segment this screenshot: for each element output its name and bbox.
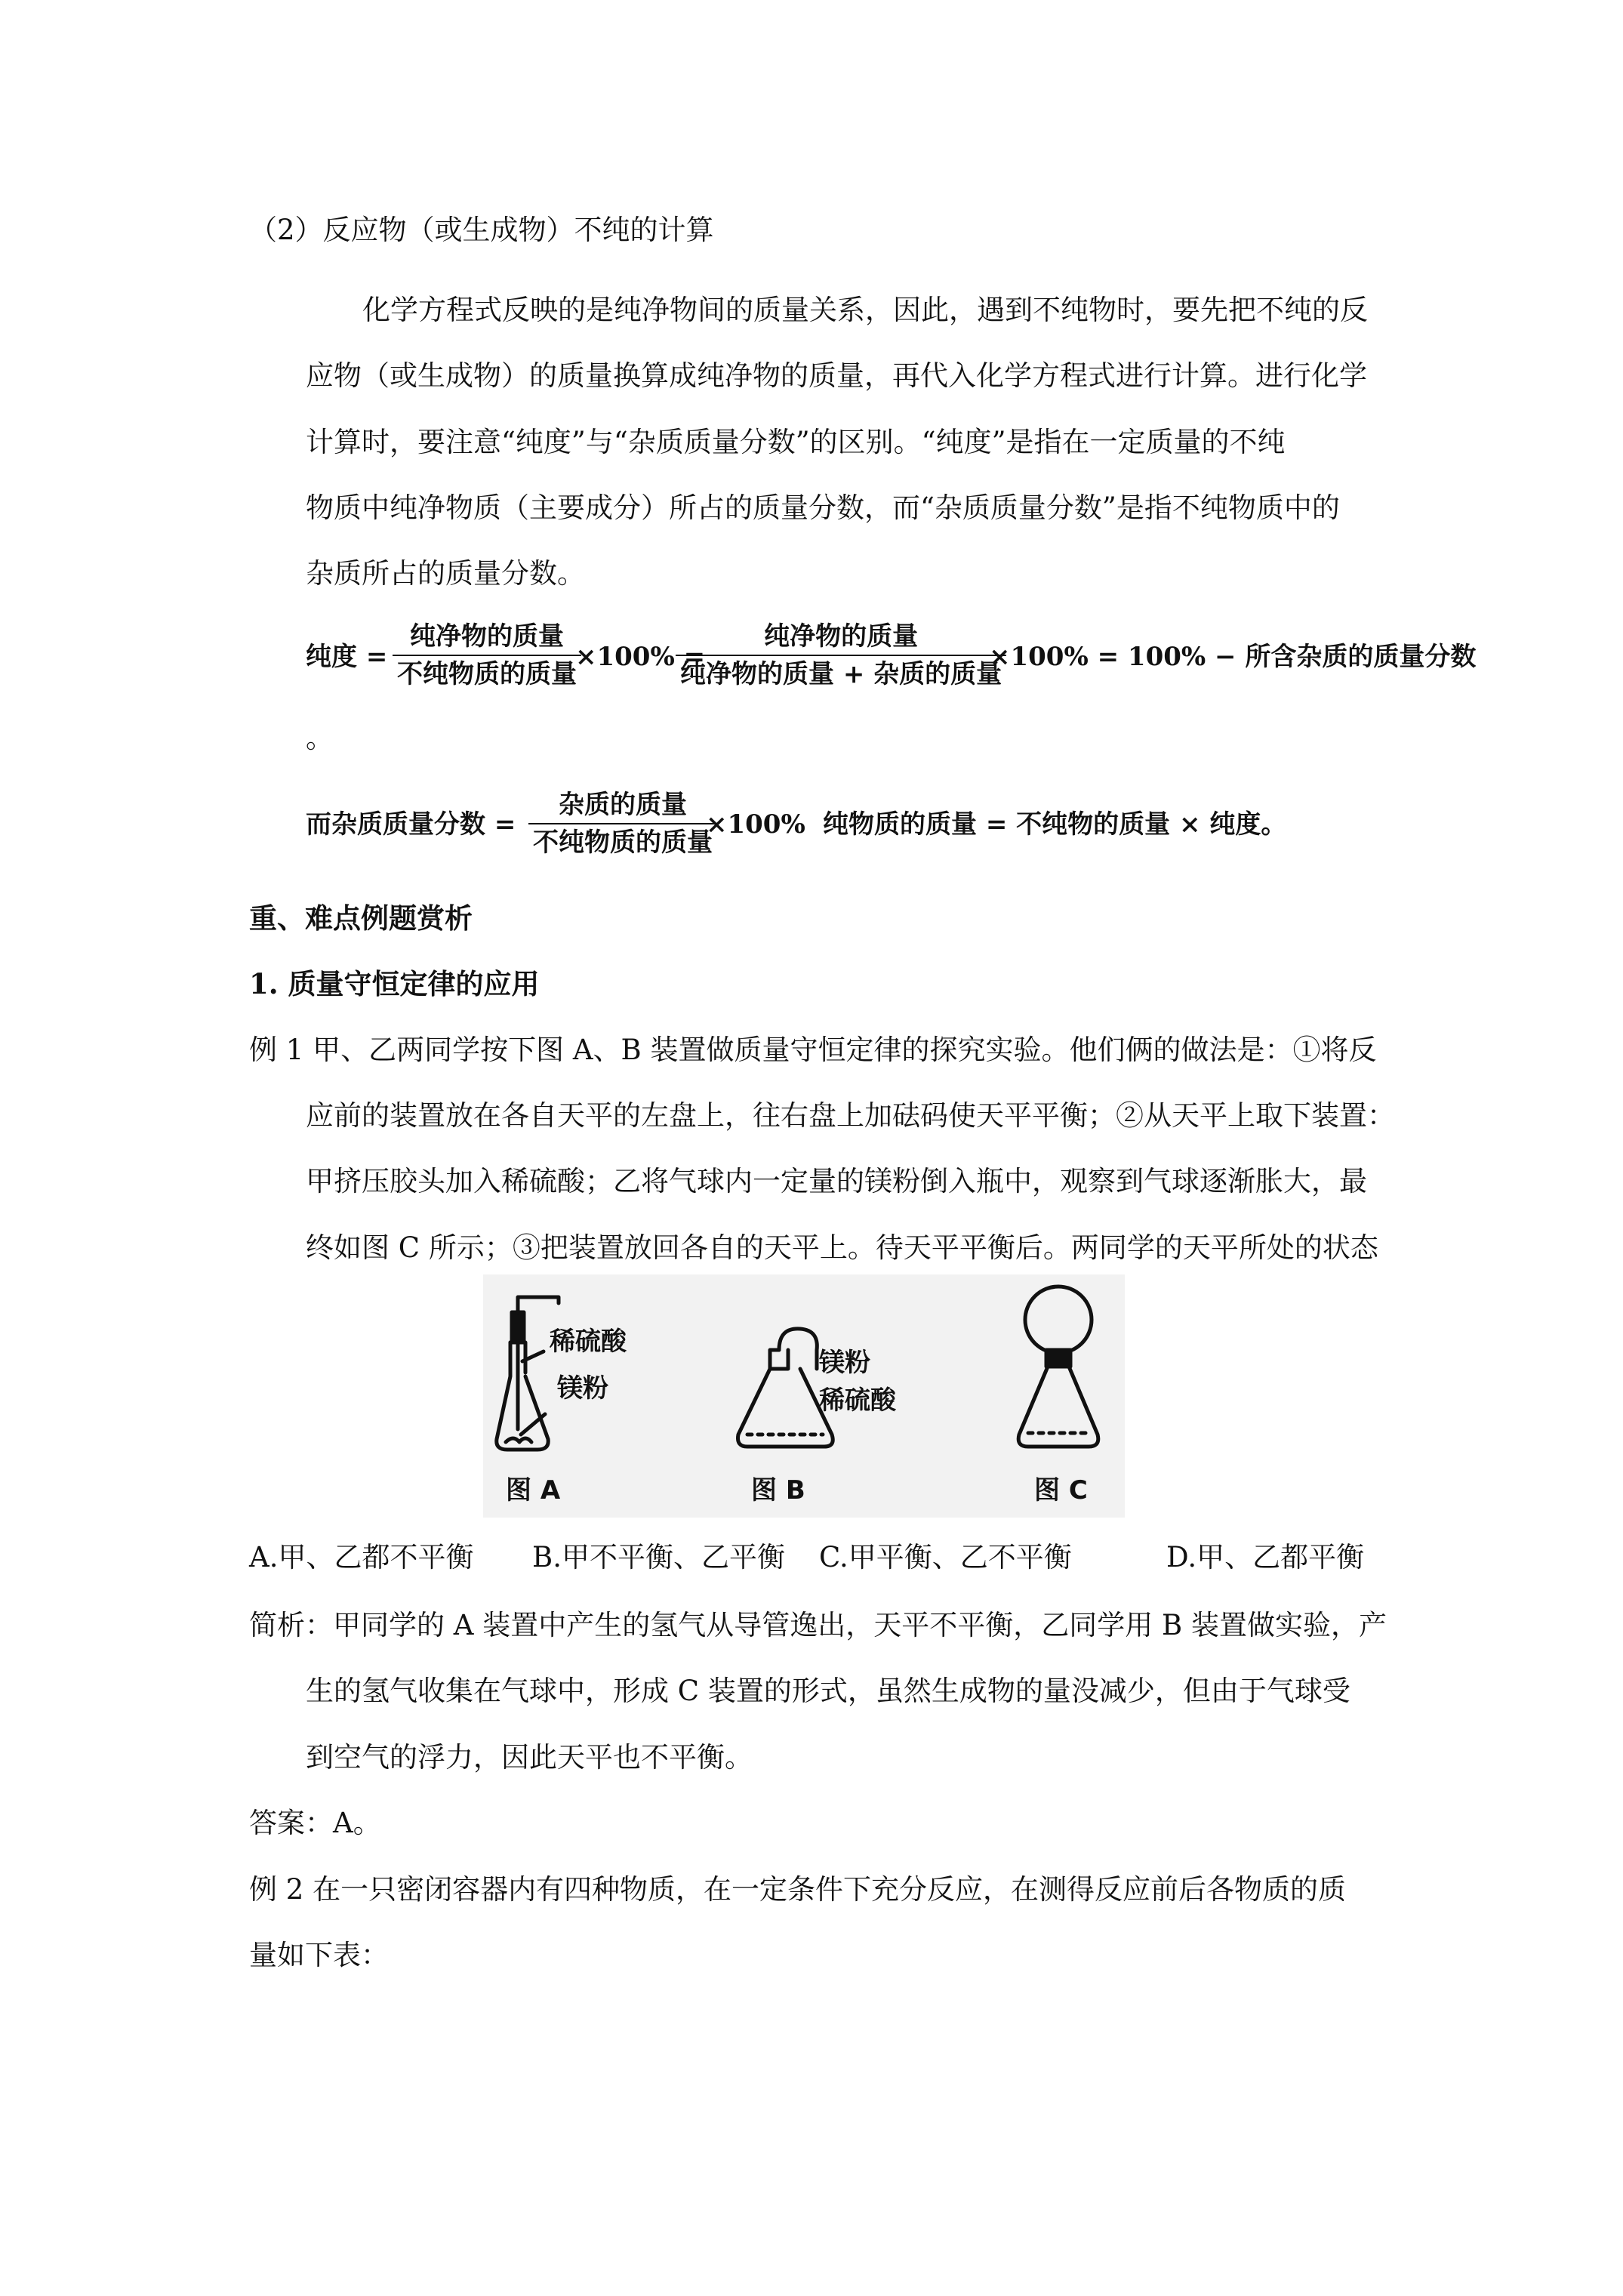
formula-rhs: ×100% (706, 809, 805, 840)
fraction (676, 621, 1006, 689)
fraction-denominator: 纯净物的质量 + 杂质的质量 (680, 659, 1002, 689)
intro-line: 计算时，要注意“纯度”与“杂质质量分数”的区别。“纯度”是指在一定质量的不纯 (306, 426, 1286, 458)
apparatus-illustration (483, 1274, 1125, 1518)
formula-trail: 。 (306, 722, 334, 754)
example2-line: 例 2 在一只密闭容器内有四种物质，在一定条件下充分反应，在测得反应前后各物质的质 (249, 1873, 1347, 1906)
intro-line: 化学方程式反映的是纯净物间的质量关系，因此，遇到不纯物时，要先把不纯的反 (362, 294, 1368, 326)
label-b-mg: 镁粉 (819, 1348, 870, 1378)
fraction (393, 621, 581, 689)
caption-a: 图 A (506, 1475, 561, 1505)
fraction-numerator: 纯净物的质量 (676, 621, 1006, 656)
answer: 答案：A。 (249, 1807, 381, 1839)
example2-line: 量如下表： (249, 1939, 389, 1971)
example1-line: 甲挤压胶头加入稀硫酸；乙将气球内一定量的镁粉倒入瓶中，观察到气球逐渐胀大，最 (306, 1165, 1367, 1197)
fraction-numerator: 纯净物的质量 (393, 621, 581, 656)
option-d: D.甲、乙都平衡 (1166, 1541, 1365, 1573)
label-b-acid: 稀硫酸 (819, 1385, 896, 1416)
analysis-line: 简析：甲同学的 A 装置中产生的氢气从导管逸出，天平不平衡，乙同学用 B 装置做实验，产 (249, 1609, 1387, 1641)
caption-b: 图 B (751, 1475, 805, 1505)
formula-mid: ×100% = (575, 642, 706, 672)
example1-line: 例 1 甲、乙两同学按下图 A、B 装置做质量守恒定律的探究实验。他们俩的做法是：①将反 (249, 1034, 1377, 1066)
label-a-mg: 镁粉 (557, 1373, 608, 1404)
intro-line: 应物（或生成物）的质量换算成纯净物的质量，再代入化学方程式进行计算。进行化学 (306, 359, 1367, 392)
formula-lhs: 而杂质质量分数 = (306, 809, 516, 840)
fraction-denominator: 不纯物质的质量 (533, 827, 713, 858)
option-b: B.甲不平衡、乙平衡 (532, 1541, 785, 1573)
analysis-line: 到空气的浮力，因此天平也不平衡。 (306, 1741, 753, 1774)
formula-lhs: 纯度 = (306, 642, 388, 672)
fraction-numerator: 杂质的质量 (528, 790, 717, 824)
option-c: C.甲平衡、乙不平衡 (819, 1541, 1072, 1573)
topic-heading: 1. 质量守恒定律的应用 (249, 967, 540, 1000)
flask-a (497, 1297, 559, 1450)
example1-line: 终如图 C 所示；③把装置放回各自的天平上。待天平平衡后。两同学的天平所处的状态 (306, 1231, 1378, 1264)
intro-line: 杂质所占的质量分数。 (306, 557, 585, 590)
option-a: A.甲、乙都不平衡 (249, 1541, 474, 1573)
label-a-acid: 稀硫酸 (550, 1327, 627, 1357)
apparatus-figure (483, 1274, 1125, 1518)
intro-line: 物质中纯净物质（主要成分）所占的质量分数，而“杂质质量分数”是指不纯物质中的 (306, 492, 1340, 524)
example1-line: 应前的装置放在各自天平的左盘上，往右盘上加砝码使天平平衡；②从天平上取下装置： (306, 1099, 1395, 1132)
analysis-line: 生的氢气收集在气球中，形成 C 装置的形式，虽然生成物的量没减少，但由于气球受 (306, 1675, 1350, 1707)
flask-c (1018, 1287, 1098, 1447)
subheading: 重、难点例题赏析 (249, 901, 473, 935)
fraction-denominator: 不纯物质的质量 (397, 659, 577, 689)
pure-mass-formula: 纯物质的质量 = 不纯物的质量 × 纯度。 (823, 809, 1287, 840)
section-heading: （2）反应物（或生成物）不纯的计算 (249, 214, 714, 246)
caption-c: 图 C (1034, 1475, 1088, 1505)
fraction (528, 790, 717, 858)
formula-rhs: ×100% = 100% − 所含杂质的质量分数 (989, 642, 1477, 672)
